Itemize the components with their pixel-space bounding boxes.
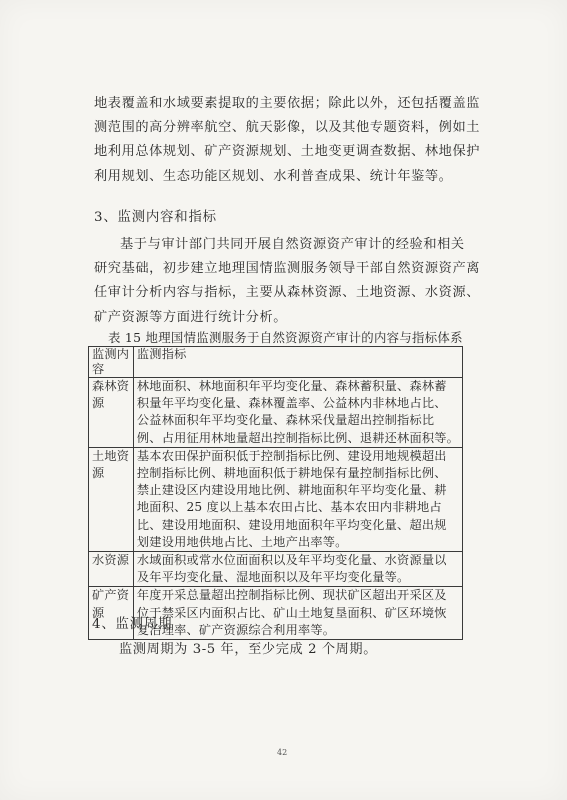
row-indicators-land: [133, 447, 462, 551]
indicator-line: 及年平均变化量、湿地面积以及年平均变化量等。: [136, 570, 410, 585]
indicator-line: 地面积、25 度以上基本农田占比、基本农田内非耕地占: [136, 500, 442, 515]
header-cell-indicator: 监测指标: [133, 347, 462, 378]
table-header-row: [89, 347, 463, 378]
indicator-line: 公益林面积年平均变化量、森林采伐量超出控制指标比: [136, 413, 435, 428]
indicator-line: 控制指标比例、耕地面积低于耕地保有量控制指标比例、: [136, 466, 447, 481]
indicator-line: 禁止建设区内建设用地比例、耕地面积年平均变化量、耕: [136, 483, 447, 498]
paragraph-line: 地表覆盖和水域要素提取的主要依据；除此以外，还包括覆盖监: [94, 96, 481, 111]
table-row: [89, 552, 463, 587]
paragraph-line: 矿产资源等方面进行统计分析。: [94, 309, 288, 325]
indicator-line: 复治理率、矿产资源综合利用率等。: [136, 622, 336, 637]
section-heading-monitoring-cycle: 4、监测周期: [92, 617, 173, 632]
indicator-line: 划建设用地供地占比、土地产出率等。: [136, 534, 348, 549]
page-number: 42: [277, 748, 288, 757]
paragraph-line: 基于与审计部门共同开展自然资源资产审计的经验和相关: [120, 237, 465, 252]
indicator-line: 例、占用征用林地量超出控制指标比例、退耕还林面积等。: [136, 430, 459, 445]
section-heading-monitoring-content: 3、监测内容和指标: [94, 210, 217, 225]
table-row: [89, 447, 463, 551]
indicator-line: 比、建设用地面积、建设用地面积年平均变化量、超出规: [136, 517, 447, 532]
paragraph-data-sources: [94, 92, 481, 189]
paragraph-monitoring-cycle: 监测周期为 3-5 年，至少完成 2 个周期。: [119, 642, 378, 657]
indicator-line: 年度开采总量超出控制指标比例、现状矿区超出开采区及: [136, 588, 447, 603]
row-indicators-forest: [133, 378, 462, 448]
table-row: [89, 378, 463, 448]
indicator-line: 林地面积、林地面积年平均变化量、森林蓄积量、森林蓄: [136, 379, 447, 393]
paragraph-line: 地利用总体规划、矿产资源规划、土地变更调查数据、林地保护: [94, 144, 481, 160]
indicator-line: 水域面积或常水位面面积以及年平均变化量、水资源量以: [136, 553, 447, 568]
paragraph-line: 测范围的高分辨率航空、航天影像，以及其他专题资料，例如土: [94, 120, 481, 136]
row-indicators-water: [133, 552, 462, 587]
row-content-land: 土地资源: [89, 447, 134, 551]
paragraph-monitoring-basis: [94, 233, 481, 330]
indicator-line: 位于禁采区内面积占比、矿山土地复垦面积、矿区环境恢: [136, 605, 447, 620]
indicator-line: 积量年平均变化量、森林覆盖率、公益林内非林地占比、: [136, 396, 447, 411]
row-content-mineral: 矿产资源: [89, 587, 134, 640]
paragraph-line: 任审计分析内容与指标，主要从森林资源、土地资源、水资源、: [94, 285, 481, 301]
paragraph-line: 研究基础，初步建立地理国情监测服务领导干部自然资源资产离: [94, 261, 481, 277]
row-content-water: 水资源: [89, 552, 134, 587]
paragraph-line: 利用规划、生态功能区规划、水利普查成果、统计年鉴等。: [94, 168, 453, 184]
row-indicators-mineral: [133, 587, 462, 640]
indicator-line: 基本农田保护面积低于控制指标比例、建设用地规模超出: [136, 448, 447, 463]
row-content-forest: 森林资源: [89, 378, 134, 448]
table-caption: 表 15 地理国情监测服务于自然资源资产审计的内容与指标体系: [108, 330, 463, 345]
header-cell-content: 监测内容: [89, 347, 134, 378]
indicator-table: [88, 346, 463, 640]
